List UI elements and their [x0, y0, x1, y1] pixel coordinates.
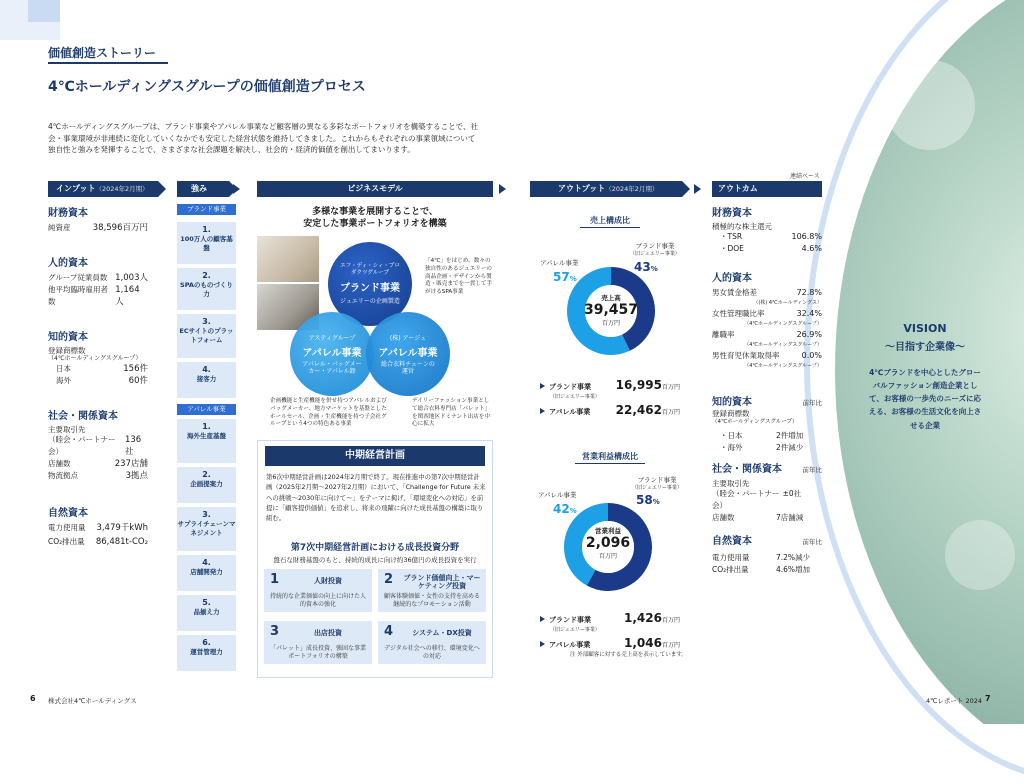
- invest-item-1: 1 人財投資 持続的な企業価値の向上に向けた人的資本の強化: [264, 569, 372, 612]
- arrow-icon: [233, 184, 240, 194]
- outcome-electricity-row: 電力使用量 7.2%減少: [712, 553, 811, 562]
- page-title: 4℃ホールディングスグループの価値創造プロセス: [48, 79, 366, 95]
- logistics-row: 物流拠点 3拠点: [48, 471, 148, 482]
- social-capital-title: 社会・関係資本: [48, 410, 118, 422]
- apparel-note-1: 企画機能と生産機能を併せ持つアパレルおよびバッグメーカー、地方マーケットを基盤としたホールセール、企画・生産機能を持つ子会社グループという4つの特色ある事業: [270, 398, 387, 428]
- invest-item-4: 4 システム・DX投資 デジタル社会への移行、環境変化への対応: [378, 621, 486, 664]
- sales-composition-title: 売上構成比: [590, 216, 630, 225]
- temp-employees-row: 他平均臨時雇用者数 1,164人: [48, 285, 140, 307]
- vision-subtitle: 〜目指す企業像〜: [885, 342, 965, 353]
- outcome-trademark-label: 登録商標数: [712, 409, 750, 419]
- outcome-co2-row: CO₂排出量 4.6%増加: [712, 565, 811, 574]
- tsr-row: ・TSR 106.8%: [720, 232, 822, 242]
- section-underline: [48, 62, 168, 64]
- output-header: アウトプット（2024年2月期）: [530, 181, 682, 197]
- outcome-human-title: 人的資本: [712, 273, 752, 285]
- trademark-label: 登録商標数: [48, 346, 86, 355]
- profit-brand-label: ブランド事業 （旧ジュエリー事業）: [632, 476, 682, 491]
- strength-apparel-3: 3. サプライチェーンマネジメント: [177, 507, 236, 551]
- business-headline-1: 多様な事業を展開することで、: [312, 207, 438, 217]
- outcome-trademark-note: （4℃ホールディングスグループ）: [712, 418, 798, 425]
- wage-gap-note: （(株) 4℃ホールディングス）: [753, 300, 822, 307]
- doe-row: ・DOE 4.6%: [720, 244, 822, 254]
- section-label: 価値創造ストーリー: [48, 46, 157, 60]
- footer-company: 株式会社4℃ホールディングス: [48, 697, 137, 705]
- triangle-icon: [540, 383, 545, 389]
- partners-label: 主要取引先: [48, 424, 86, 434]
- strength-brand-3: 3. ECサイトのプラットフォーム: [177, 314, 236, 358]
- invest-item-2: 2 ブランド価値向上・マーケティング投資 顧客体験価値・女性の支持を高める継続的なプロモーション活動: [378, 569, 486, 612]
- financial-capital-title: 財務資本: [48, 208, 88, 219]
- trademark-overseas-row: 海外 60件: [56, 375, 148, 386]
- outcome-partners-label: 主要取引先: [712, 478, 750, 488]
- sales-brand-label: ブランド事業 （旧ジュエリー事業）: [630, 242, 680, 257]
- strength-brand-2: 2. SPAのものづくり力: [177, 268, 236, 310]
- page-number-left: 6: [30, 694, 36, 703]
- profit-title-underline: [575, 463, 645, 464]
- sales-brand-pct: 43%: [634, 260, 658, 274]
- store-photo-1: [257, 236, 319, 282]
- midterm-plan-text: 第6次中期経営計画は2024年2月期で終了。現在推進中の第7次中期経営計画（2025年2月期〜2027年2月期）において、「Challenge for Future 未来への挑戦〜2030年に向けて〜」をテーマに掲げ、「環境変化への対応」を前提に「顧客提供価値」を追求し、将来の飛躍に向けた成長基盤の構築に取り組む。: [266, 473, 486, 522]
- consolidated-label: 連結ベース: [790, 173, 820, 180]
- outcome-financial-title: 財務資本: [712, 208, 752, 219]
- co2-row: CO₂排出量 86,481t-CO₂: [48, 537, 148, 548]
- outcome-partners-row: （睦会・パートナー会） ±0社: [712, 489, 802, 510]
- paternity-leave-note: （4℃ホールディングスグループ）: [744, 363, 822, 370]
- sales-brand-row: ブランド事業 16,995百万円 （旧ジュエリー事業）: [540, 374, 680, 400]
- sales-title-underline: [580, 227, 640, 228]
- brand-note: 「4℃」をはじめ、数々の独自性のあるジュエリーの商品企画・デザインから製造・販売までを一貫して手がけるSPA事業: [425, 258, 493, 296]
- natural-capital-title: 自然資本: [48, 508, 88, 520]
- paternity-leave-row: 男性育児休業取得率 0.0%: [712, 351, 822, 361]
- apparel-business-circle-1: アスティグループ アパレル事業 アパレル・バッグメーカー・アパレル卸: [290, 312, 374, 396]
- triangle-icon: [540, 616, 545, 622]
- outcome-stores-row: 店舗数 7店舗減: [712, 513, 804, 522]
- corner-decoration-2: [28, 0, 60, 22]
- strength-brand-1: 1. 100万人の顧客基盤: [177, 222, 236, 264]
- profit-brand-row: ブランド事業 1,426百万円 （旧ジュエリー事業）: [540, 607, 680, 633]
- profit-apparel-pct: 42%: [553, 502, 577, 516]
- input-column: [48, 204, 148, 548]
- turnover-note: （4℃ホールディングスグループ）: [744, 342, 822, 349]
- midterm-plan-title: 中期経営計画: [265, 446, 485, 466]
- intellectual-capital-title: 知的資本: [48, 332, 88, 343]
- apparel-business-circle-2: (株) アージュ アパレル事業 総合衣料チェーンの運営: [366, 312, 450, 396]
- strength-apparel-2: 2. 企画提案力: [177, 467, 236, 503]
- stores-row: 店舗数 237店舗: [48, 459, 148, 470]
- vision-title: VISION: [903, 322, 947, 335]
- strength-apparel-1: 1. 海外生産基盤: [177, 419, 236, 463]
- invest-item-3: 3 出店投資 「パレット」成長投資、強固な事業ポートフォリオの構築: [264, 621, 372, 664]
- profit-brand-pct: 58%: [636, 493, 660, 507]
- invest-subtitle: 盤石な財務基盤のもと、持続的成長に向け約36億円の成長投資を実行: [273, 556, 477, 564]
- outcome-intellectual-header: 知的資本 前年比: [712, 397, 822, 409]
- wage-gap-row: 男女賃金格差 72.8%: [712, 288, 822, 298]
- outcome-trademark-japan: ・日本 2件増加: [720, 430, 804, 440]
- turnover-row: 離職率 26.9%: [712, 330, 822, 340]
- profit-apparel-row: アパレル事業 1,046百万円: [540, 632, 680, 651]
- outcome-header: アウトカム（2024年2月末時点）: [712, 181, 822, 197]
- triangle-icon: [540, 408, 545, 414]
- sales-apparel-pct: 57%: [553, 270, 577, 284]
- female-managers-row: 女性管理職比率 32.4%: [712, 309, 822, 319]
- intro-text: 4℃ホールディングスグループは、ブランド事業やアパレル事業など顧客層の異なる多彩なポートフォリオを構築することで、社会・事業環境が非連続に変化していくなかでも安定した経営状態を維持してきました。これからもそれぞれの事業領域について独自性と強みを発揮することで、さまざまな社会課題を解決し、社会的・経済的価値を創出してまいります。: [48, 122, 479, 155]
- apparel-business-tag: アパレル事業: [177, 404, 236, 415]
- input-header: インプット（2024年2月期）: [48, 181, 158, 197]
- electricity-row: 電力使用量 3,479千kWh: [48, 523, 148, 534]
- arrow-icon: [499, 184, 506, 194]
- profit-composition-title: 営業利益構成比: [582, 452, 638, 461]
- shareholder-return-label: 積極的な株主還元: [712, 222, 772, 231]
- female-managers-note: （4℃ホールディングスグループ）: [744, 321, 822, 328]
- output-footnote: 注 外部顧客に対する売上高を表示しています。: [570, 652, 687, 658]
- human-capital-title: 人的資本: [48, 258, 88, 269]
- strength-header: 強み: [177, 181, 229, 197]
- strength-apparel-5: 5. 品揃え力: [177, 595, 236, 631]
- outcome-trademark-overseas: ・海外 2件減少: [720, 442, 804, 452]
- brand-business-tag: ブランド事業: [177, 204, 236, 215]
- sales-center: 売上高 39,457 百万円: [583, 294, 639, 327]
- business-headline-2: 安定した事業ポートフォリオを構築: [303, 219, 447, 229]
- strength-apparel-4: 4. 店舗開発力: [177, 555, 236, 591]
- outcome-natural-header: 自然資本 前年比: [712, 536, 822, 547]
- footer-report: 4℃レポート 2024: [926, 697, 983, 705]
- business-header: ビジネスモデル: [257, 181, 493, 197]
- brand-business-circle: エフ・ディ・シィ・プロダクツグループ ブランド事業 ジュエリーの企画製造: [328, 242, 412, 326]
- outcome-column: [712, 204, 822, 576]
- sales-apparel-row: アパレル事業 22,462百万円: [540, 399, 680, 418]
- employees-row: グループ従業員数 1,003人: [48, 273, 148, 283]
- invest-title: 第7次中期経営計画における成長投資分野: [290, 543, 460, 553]
- apparel-note-2: デイリーファッション事業として総合衣料専門店「パレット」を関西地区ドミナント出店を中心に拡大: [412, 398, 491, 428]
- vision-text: 4℃ブランドを中心としたグローバルファッション創造企業として、お客様の一歩先のニーズに応える、お客様の生活文化を向上させる企業: [868, 368, 982, 430]
- profit-apparel-label: アパレル事業: [538, 491, 577, 499]
- triangle-icon: [540, 641, 545, 647]
- page-number-right: 7: [985, 694, 991, 703]
- sales-apparel-label: アパレル事業: [540, 259, 579, 267]
- trademark-japan-row: 日本 156件: [56, 363, 148, 374]
- profit-center: 営業利益 2,096 百万円: [585, 527, 631, 560]
- outcome-social-header: 社会・関係資本 前年比: [712, 463, 822, 475]
- trademark-note: （4℃ホールディングスグループ）: [48, 355, 142, 363]
- partners-row: （睦会・パートナー会） 136社: [48, 435, 142, 458]
- arrow-icon: [694, 184, 701, 194]
- strength-brand-4: 4. 接客力: [177, 362, 236, 398]
- net-assets-row: 純資産 38,596百万円: [48, 223, 148, 233]
- strength-apparel-6: 6. 運営管理力: [177, 635, 236, 671]
